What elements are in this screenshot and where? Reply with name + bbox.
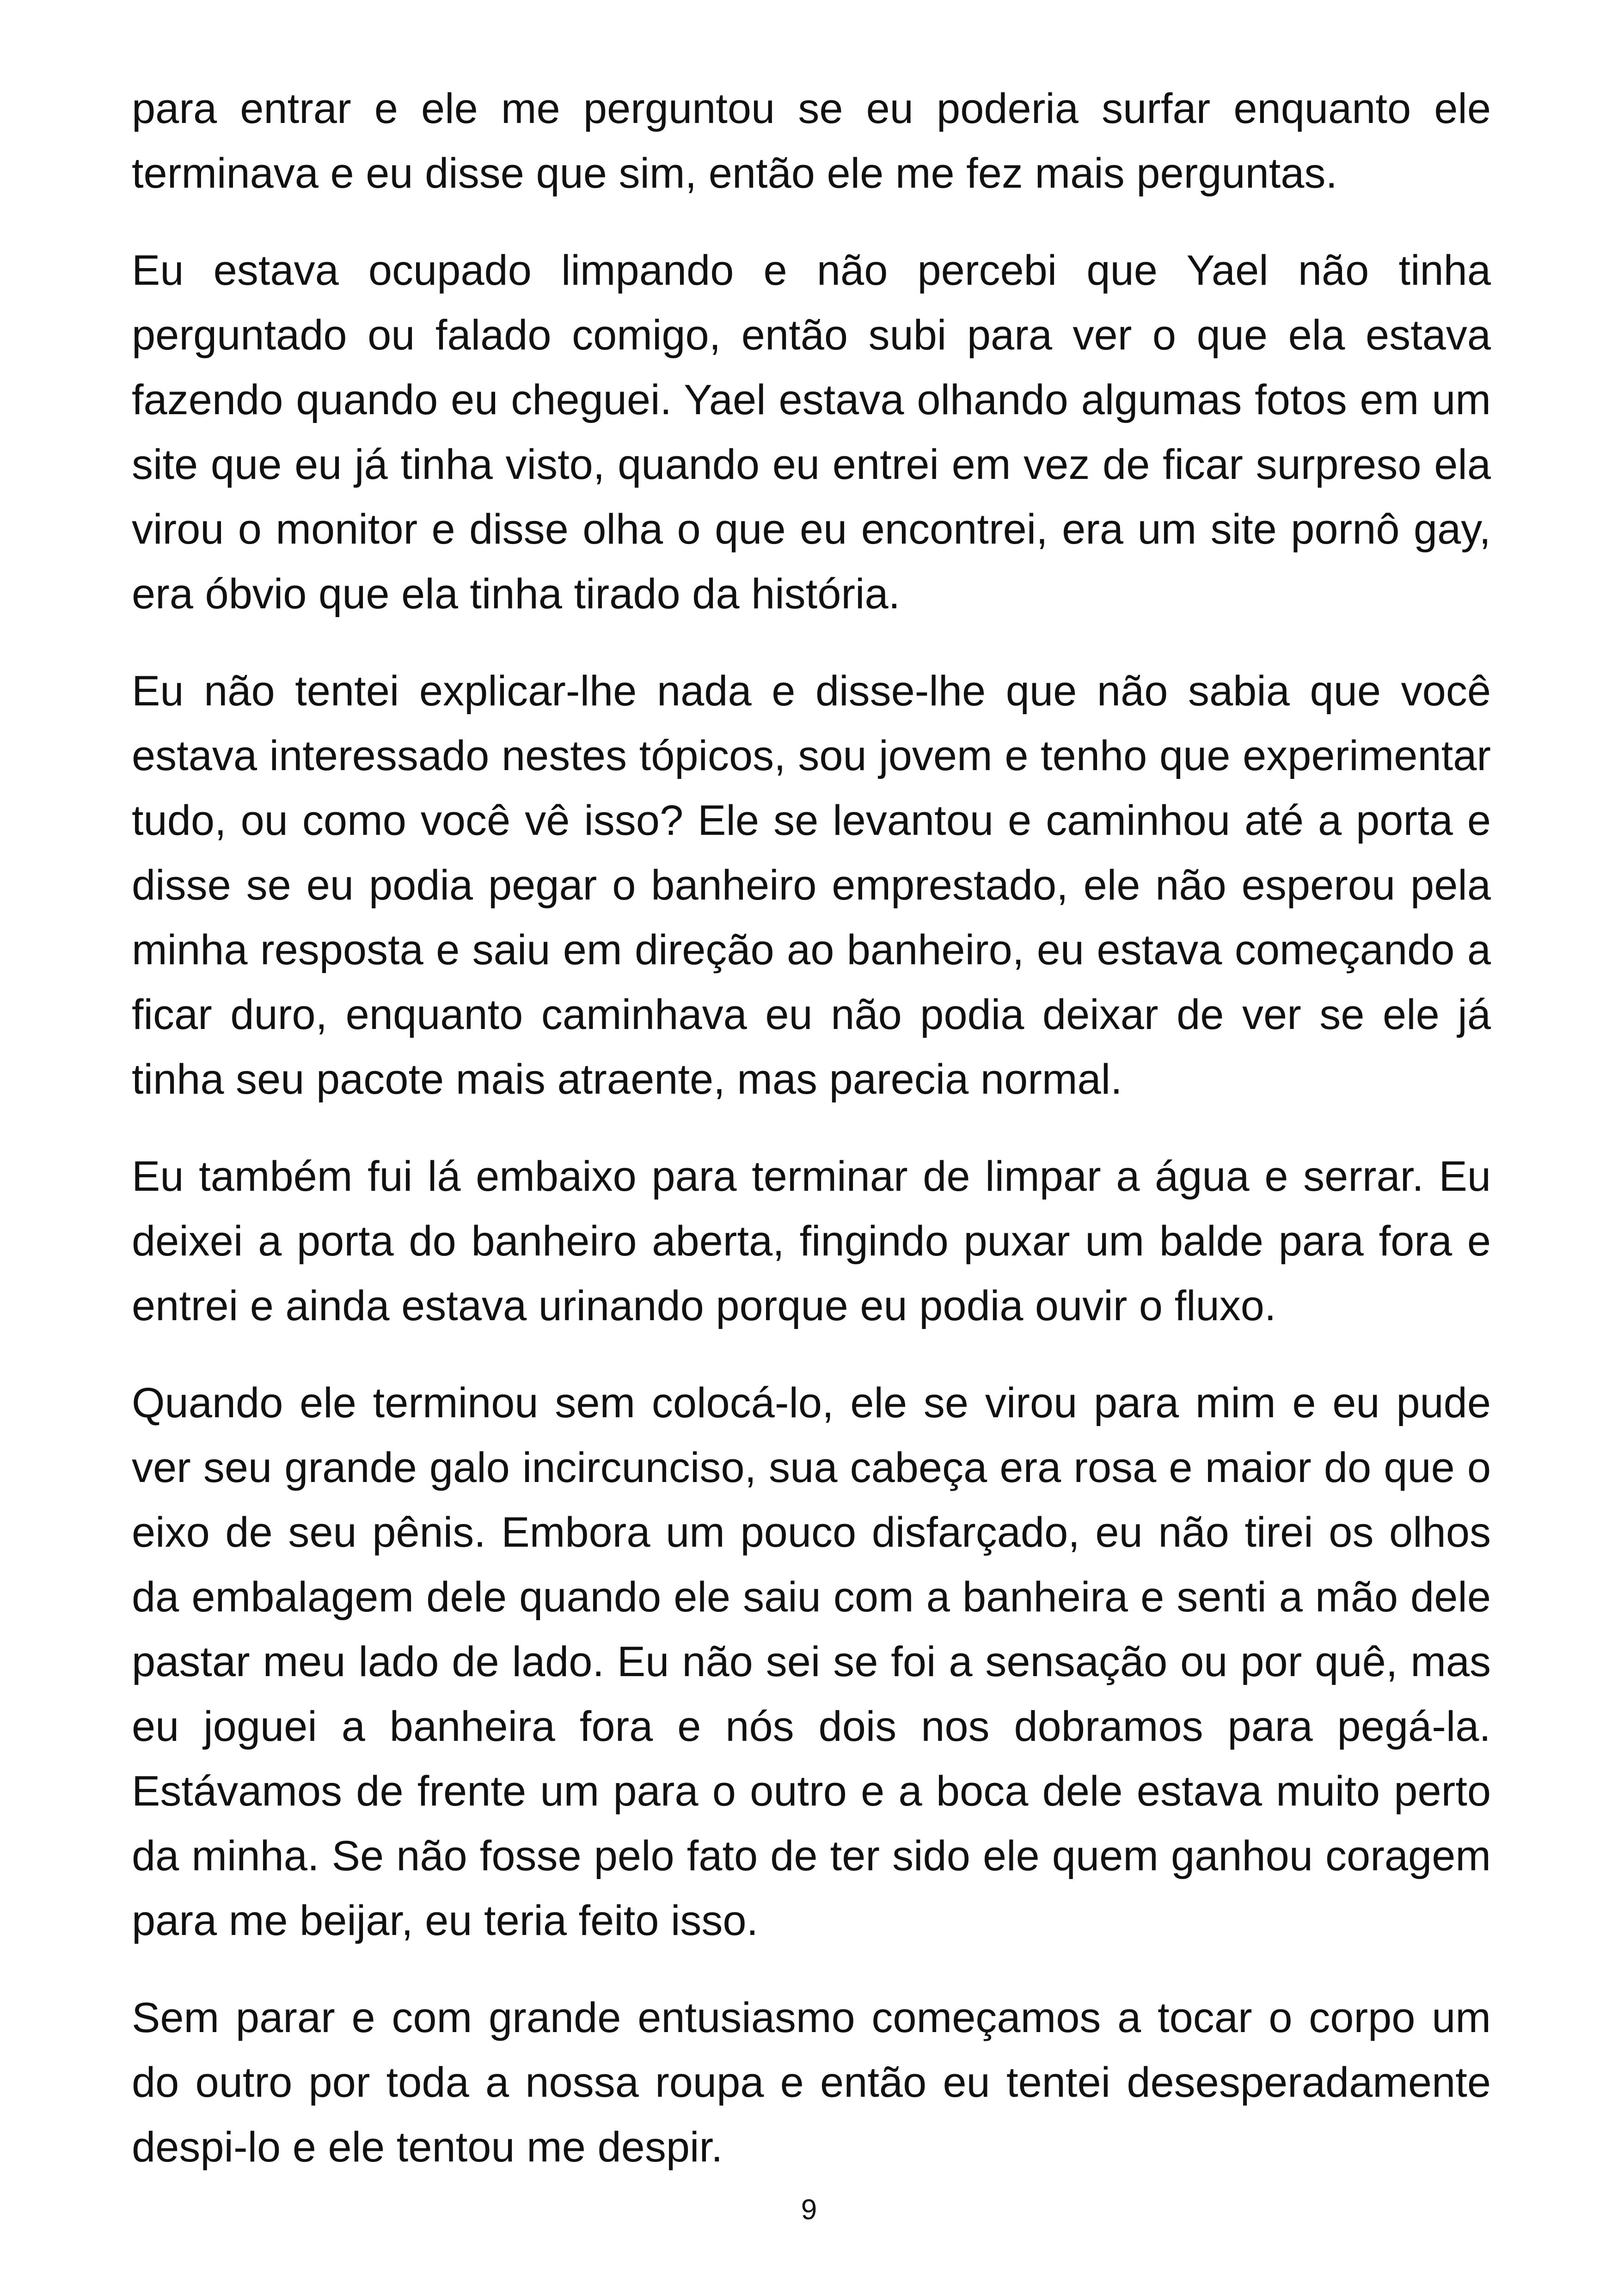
document-body [132, 76, 1491, 2212]
paragraph-6: Sem parar e com grande entusiasmo começamos a tocar o corpo um do outro por toda a nossa roupa e então eu tentei desesperadamente despi-lo e ele tentou me despir. [132, 1994, 1491, 2171]
paragraph-4: Eu também fui lá embaixo para terminar de limpar a água e serrar. Eu deixei a porta do banheiro aberta, fingindo puxar um balde para fora e entrei e ainda estava urinando porque eu podia ouvir o fluxo. [132, 1153, 1491, 1329]
page-number: 9 [801, 2194, 817, 2226]
paragraph-1: para entrar e ele me perguntou se eu poderia surfar enquanto ele terminava e eu disse que sim, então ele me fez mais perguntas. [132, 85, 1491, 197]
paragraph-5: Quando ele terminou sem colocá-lo, ele se virou para mim e eu pude ver seu grande galo incircunciso, sua cabeça era rosa e maior do que o eixo de seu pênis. Embora um pouco disfarçado, eu não tirei os olhos da embalagem dele quando ele saiu com a banheira e senti a mão dele pastar meu lado de lado. Eu não sei se foi a sensação ou por quê, mas eu joguei a banheira fora e nós dois nos dobramos para pegá-la. Estávamos de frente um para o outro e a boca dele estava muito perto da minha. Se não fosse pelo fato de ter sido ele quem ganhou coragem para me beijar, eu teria feito isso. [132, 1379, 1491, 1944]
paragraph-3: Eu não tentei explicar-lhe nada e disse-lhe que não sabia que você estava interessado nestes tópicos, sou jovem e tenho que experimentar tudo, ou como você vê isso? Ele se levantou e caminhou até a porta e disse se eu podia pegar o banheiro emprestado, ele não esperou pela minha resposta e saiu em direção ao banheiro, eu estava começando a ficar duro, enquanto caminhava eu não podia deixar de ver se ele já tinha seu pacote mais atraente, mas parecia normal. [132, 667, 1491, 1103]
paragraph-2: Eu estava ocupado limpando e não percebi que Yael não tinha perguntado ou falado comigo, então subi para ver o que ela estava fazendo quando eu cheguei. Yael estava olhando algumas fotos em um site que eu já tinha visto, quando eu entrei em vez de ficar surpreso ela virou o monitor e disse olha o que eu encontrei, era um site pornô gay, era óbvio que ela tinha tirado da história. [132, 247, 1491, 618]
